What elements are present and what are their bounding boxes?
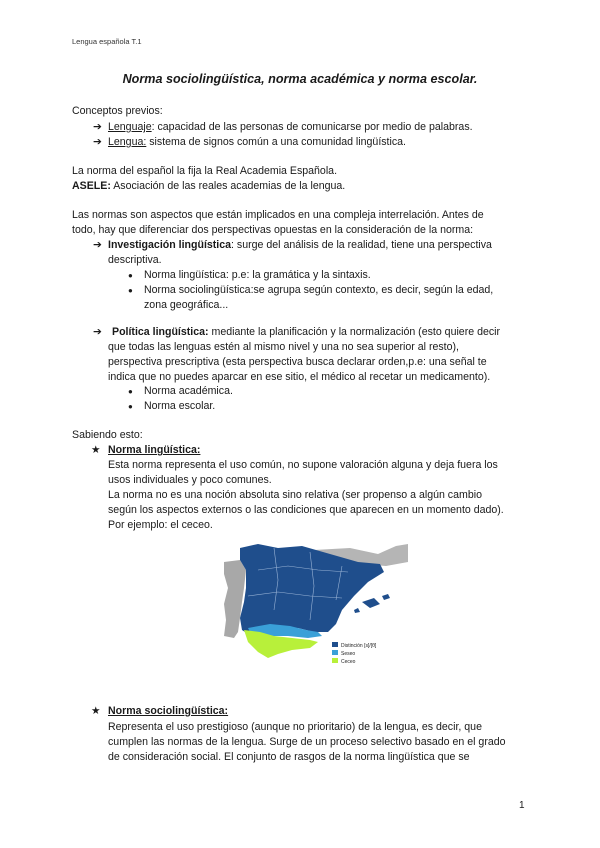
norma-socio-line-2: cumplen las normas de la lengua. Surge de un proceso selectivo basado en el grado (108, 736, 506, 748)
norma-linguistica-line-4: según los aspectos externos o las condiciones que aparecen en un momento dado). (108, 504, 504, 516)
bullet-icon: ● (128, 402, 133, 411)
def-lengua: sistema de signos común a una comunidad lingüística. (146, 136, 406, 148)
running-header: Lengua española T.1 (72, 37, 142, 46)
asele-line (72, 179, 345, 195)
norma-linguistica-heading: Norma lingüística: (108, 444, 201, 456)
politica-line-4: indica que no puedes aparcar en ese sitio, el médico al recetar un medicamento). (108, 371, 491, 383)
norma-linguistica-line-5: Por ejemplo: el ceceo. (108, 519, 213, 531)
politica-term: Política lingüística: (112, 326, 209, 338)
def-lenguaje: : capacidad de las personas de comunicarse por medio de palabras. (151, 121, 473, 133)
norma-socio-line-3: de consideración social. El conjunto de rasgos de la norma lingüística que se (108, 751, 470, 763)
arrow-icon: ➔ (93, 136, 102, 148)
ceceo-seseo-map (218, 540, 408, 670)
page-number: 1 (519, 800, 525, 811)
rae-line: La norma del español la fija la Real Academia Española. (72, 165, 338, 177)
politica-line-3: perspectiva prescriptiva (esta perspectiva busca declarar orden,p.e: una señal te (108, 356, 487, 368)
bullet-icon: ● (128, 286, 133, 295)
investigacion-line-1 (108, 238, 492, 254)
investigacion-term: Investigación lingüística (108, 239, 232, 251)
norma-socio-heading: Norma sociolingüística: (108, 705, 229, 717)
term-lengua: Lengua: (108, 136, 147, 148)
norma-socio-line-1: Representa el uso prestigioso (aunque no prioritario) de la lengua, es decir, que (108, 721, 482, 733)
sabiendo-line: Sabiendo esto: (72, 429, 143, 441)
politica-line-2: que todas las lenguas estén al mismo nivel y una no sea superior al resto), (108, 341, 459, 353)
bullet-norma-escolar: Norma escolar. (144, 400, 216, 412)
norma-linguistica-line-1: Esta norma representa el uso común, no supone valoración alguna y deja fuera los (108, 459, 498, 471)
politica-line-1 (112, 325, 530, 341)
legend-ceceo: Ceceo (341, 659, 356, 665)
legend-seseo: Seseo (341, 651, 356, 657)
previos-item-lengua (108, 135, 406, 151)
term-lenguaje: Lenguaje (108, 121, 152, 133)
legend-distincion: Distinción [s]/[θ] (341, 643, 377, 649)
arrow-icon: ➔ (93, 239, 102, 251)
asele-text: Asociación de las reales academias de la lengua. (110, 180, 346, 192)
bullet-norma-academica: Norma académica. (144, 385, 233, 397)
investigacion-line-2: descriptiva. (108, 254, 162, 266)
asele-term: ASELE: (72, 180, 111, 192)
norma-linguistica-line-2: usos individuales y poco comunes. (108, 474, 272, 486)
legend-swatch-ceceo (332, 658, 338, 663)
bullet-norma-socio-line-2: zona geográfica... (144, 299, 229, 311)
previos-heading: Conceptos previos: (72, 105, 163, 117)
bullet-icon: ● (128, 271, 133, 280)
arrow-icon: ➔ (93, 121, 102, 133)
investigacion-text: : surge del análisis de la realidad, tiene una perspectiva (231, 239, 492, 251)
arrow-icon: ➔ (93, 326, 102, 338)
previos-item-lenguaje (108, 120, 473, 136)
bullet-norma-linguistica: Norma lingüística: p.e: la gramática y la sintaxis. (144, 269, 371, 281)
politica-text: mediante la planificación y la normalización (esto quiere decir (208, 326, 501, 338)
bullet-norma-socio-line-1: Norma sociolingüística:se agrupa según contexto, es decir, según la edad, (144, 284, 494, 296)
star-icon: ★ (91, 444, 101, 456)
norma-linguistica-line-3: La norma no es una noción absoluta sino relativa (ser propenso a algún cambio (108, 489, 482, 501)
page-title: Norma sociolingüística, norma académica y norma escolar. (122, 72, 478, 86)
bullet-icon: ● (128, 387, 133, 396)
legend-swatch-seseo (332, 650, 338, 655)
legend-swatch-distincion (332, 642, 338, 647)
intro-line-1: Las normas son aspectos que están implicados en una compleja interrelación. Antes de (72, 209, 484, 221)
intro-line-2: todo, hay que diferenciar dos perspectivas opuestas en la consideración de la norma: (72, 224, 474, 236)
star-icon: ★ (91, 705, 101, 717)
